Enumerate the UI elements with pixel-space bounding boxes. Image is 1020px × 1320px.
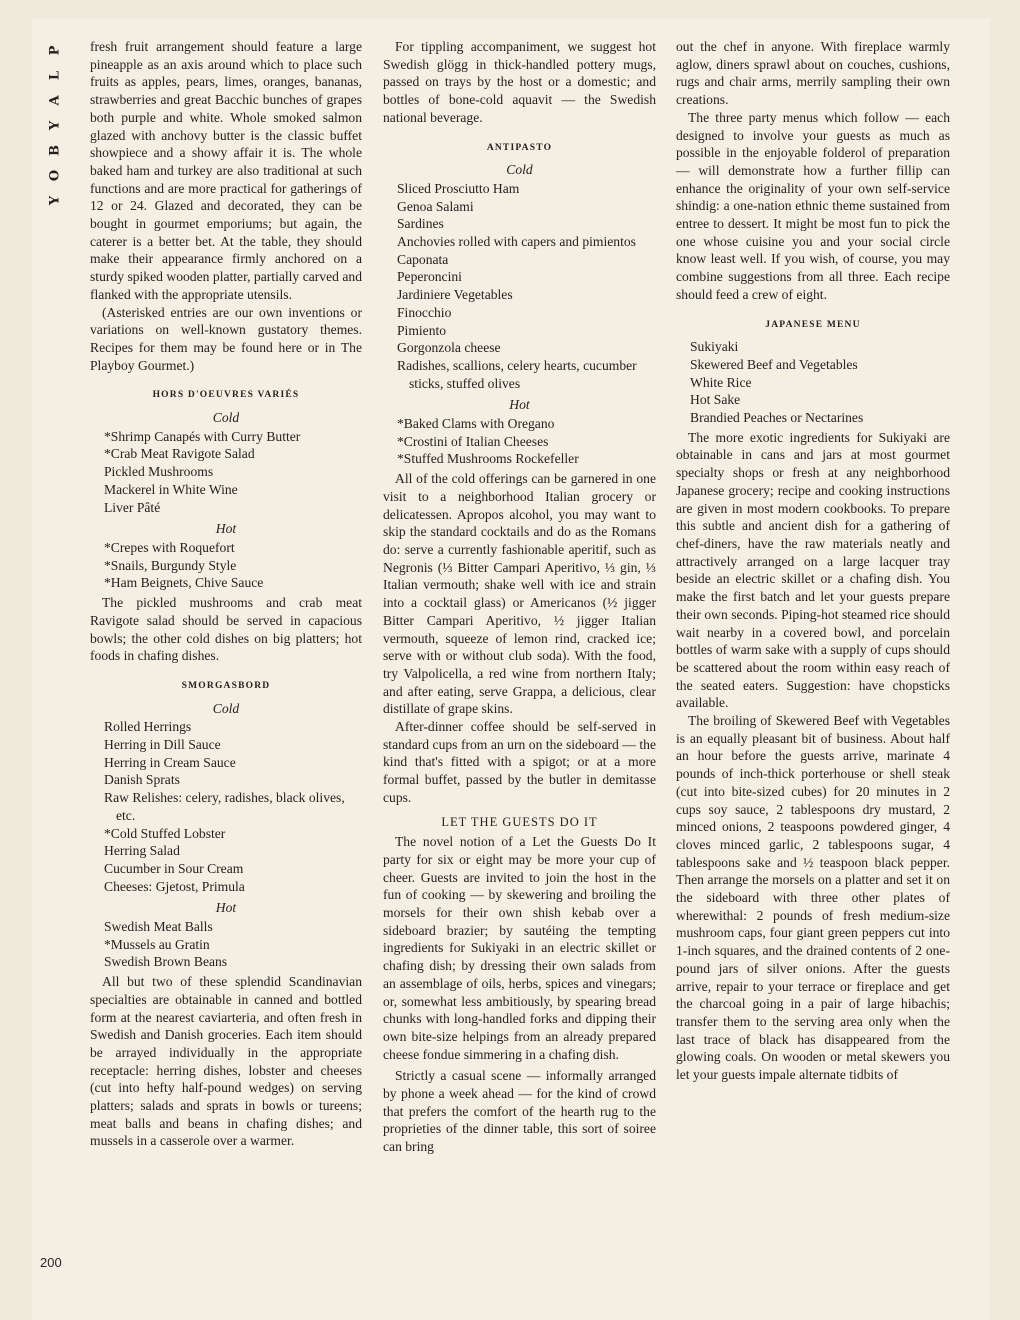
paragraph: The broiling of Skewered Beef with Vegetables is an equally pleasant bit of business. About half an hour before the guests arrive, marinate 4 pounds of inch-thick porterhouse or shell steak (cut into bite-sized cubes) for 20 minutes in 2 cups soy sauce, 2 tablespoons dry mustard, 2 minced onions, 2 teaspoons powdered ginger, 4 cloves minced garlic, 2 tablespoons sugar, 4 tablespoons sake and ½ teaspoon black pepper. Then arrange the morsels on a platter and set it on the sideboard with three other plates of wherewithal: 2 pounds of fresh medium-size mushroom caps, four giant green peppers cut into 1-inch squares, and the drained contents of 2 one-pound jars of silver onions. After the guests arrive, repair to your terrace or fireplace and get the charcoal going in a pair of large hibachis; transfer them to the serving area only when the last trace of black has disappeared from the glowing coals. On wooden or metal skewers you let your guests impale alternate tidbits of bbox=[676, 713, 950, 1083]
section-heading: LET THE GUESTS DO IT bbox=[441, 814, 598, 829]
menu-subheading: Cold bbox=[506, 162, 533, 178]
paragraph: fresh fruit arrangement should feature a large pineapple as an axis around which to place such fruits as apples, pears, limes, oranges, bananas, strawberries and great Bacchic bunches of grapes both purple and white. Whole smoked salmon glazed with anchovy butter is the classic buffet showpiece and a showy affair it is. The whole baked ham and turkey are also traditional at such functions and are more practical for gatherings of 12 or 24. Glazed and decorated, they can be bought in gourmet emporiums; but again, the caterer is a better bet. At the table, they should make their appearance firmly anchored on a sturdy spiked wooden platter, partially carved and flanked with the appropriate utensils. bbox=[90, 39, 362, 302]
menu-item: *Snails, Burgundy Style bbox=[104, 557, 237, 573]
masthead-letter: A bbox=[47, 95, 63, 106]
paragraph: The more exotic ingredients for Sukiyaki are obtainable in cans and jars at most gourmet specialty shops or fresh at any neighborhood Japanese grocery; recipe and cooking instructions are given in most modern cookbooks. To prepare this subtle and ancient dish for a gathering of chef-diners, have the raw materials neatly and attractively arranged on a large lacquer tray beside an electric skillet or a chafing dish. You make the first batch and let your guests prepare their own seconds. Piping-hot steamed rice should wait nearby in a covered bowl, and porcelain bottles of warm sake with a supply of cups should be scattered about the room within easy reach of the seated eaters. Suggestion: have chopsticks available. bbox=[676, 429, 950, 711]
masthead-letter: P bbox=[47, 45, 63, 56]
menu-item: *Ham Beignets, Chive Sauce bbox=[104, 575, 264, 591]
menu-item: *Cold Stuffed Lobster bbox=[104, 825, 226, 841]
menu-item: Swedish Meat Balls bbox=[104, 919, 213, 935]
menu-item: Peperoncini bbox=[397, 269, 462, 285]
column-2 bbox=[383, 38, 656, 1156]
menu-list-hors-hot bbox=[90, 539, 362, 592]
menu-list-hors-cold bbox=[90, 428, 362, 517]
menu-item: *Crab Meat Ravigote Salad bbox=[104, 446, 255, 462]
menu-list-anti-cold bbox=[383, 180, 656, 392]
paragraph: Strictly a casual scene — informally arranged by phone a week ahead — for the kind of crowd that prefers the comfort of the hearth rug to the proprieties of the dinner table, this sort of soiree can bring bbox=[383, 1068, 656, 1155]
paragraph: The novel notion of a Let the Guests Do It party for six or eight may be more your cup of cheer. Guests are invited to join the host in the fun of cooking — by skewering and broiling the morsels for their own shish kebab over a sideboard brazier; by sautéing the tempting ingredients for Sukiyaki in an electric skillet or chafing dish; by dressing their own salads from an assemblage of oils, herbs, spices and vinegars; or, somewhat less ambitiously, by spearing bread chunks with long-handled forks and dipping their own bite-size helpings from an already prepared cheese fondue simmering in a chafing dish. bbox=[383, 834, 656, 1062]
menu-item: Herring in Dill Sauce bbox=[104, 737, 221, 753]
menu-item: Herring in Cream Sauce bbox=[104, 754, 236, 770]
menu-item: Cucumber in Sour Cream bbox=[104, 860, 244, 876]
masthead-letter: L bbox=[47, 70, 63, 81]
menu-item: *Stuffed Mushrooms Rockefeller bbox=[397, 451, 579, 467]
menu-item: Hot Sake bbox=[690, 392, 741, 408]
menu-item: *Baked Clams with Oregano bbox=[397, 416, 555, 432]
menu-item: *Mussels au Gratin bbox=[104, 936, 210, 952]
paragraph: The pickled mushrooms and crab meat Ravigote salad should be served in capacious bowls; the other cold dishes on big platters; hot foods in chafing dishes. bbox=[90, 595, 362, 664]
menu-item: Danish Sprats bbox=[104, 772, 180, 788]
menu-item: Caponata bbox=[397, 251, 449, 267]
paragraph: For tippling accompaniment, we suggest hot Swedish glögg in thick-handled pottery mugs, passed on trays by the host or a domestic; and bottles of bone-cold aquavit — the Swedish national beverage. bbox=[383, 39, 656, 125]
menu-item: Pickled Mushrooms bbox=[104, 464, 214, 480]
menu-item: Liver Pâté bbox=[104, 499, 161, 515]
column-3 bbox=[676, 38, 950, 1084]
menu-item: Finocchio bbox=[397, 304, 452, 320]
menu-item: *Crepes with Roquefort bbox=[104, 539, 235, 555]
menu-item: Genoa Salami bbox=[397, 198, 474, 214]
masthead-letter: Y bbox=[47, 120, 63, 131]
paragraph: After-dinner coffee should be self-served in standard cups from an urn on the sideboard — the kind that's fitted with a spigot; or at a more formal buffet, passed by the butler in demitasse cups. bbox=[383, 719, 656, 805]
menu-subheading: Hot bbox=[215, 521, 237, 537]
masthead-letter: O bbox=[47, 169, 63, 182]
menu-list-japanese bbox=[676, 338, 950, 427]
menu-section-title: HORS D'OEUVRES VARIÉS bbox=[152, 390, 300, 401]
menu-item: Skewered Beef and Vegetables bbox=[690, 356, 858, 372]
paragraph: All but two of these splendid Scandinavian specialties are obtainable in canned and bottled form at the nearest caviarteria, and often fresh in Swedish and Danish groceries. Each item should be arrayed individually in the appropriate receptacle: herring dishes, lobster and cheeses (cut into hefty half-pound wedges) on serving platters; salads and sprats in bowls or tureens; meat balls and beans in chafing dishes; and mussels in a casserole over a warmer. bbox=[90, 974, 362, 1149]
menu-item: Pimiento bbox=[397, 322, 447, 338]
menu-item: Sliced Prosciutto Ham bbox=[397, 180, 520, 196]
masthead bbox=[44, 38, 66, 206]
menu-item: *Crostini of Italian Cheeses bbox=[397, 433, 549, 449]
menu-item: Swedish Brown Beans bbox=[104, 954, 228, 970]
menu-item: Gorgonzola cheese bbox=[397, 340, 501, 356]
menu-subheading: Hot bbox=[215, 900, 237, 916]
paragraph: out the chef in anyone. With fireplace warmly aglow, diners sprawl about on couches, cushions, rugs and chair arms, merrily sampling their own creations. bbox=[676, 39, 950, 108]
menu-section-title: ANTIPASTO bbox=[486, 142, 553, 153]
menu-item: *Shrimp Canapés with Curry Butter bbox=[104, 428, 301, 444]
menu-item: Mackerel in White Wine bbox=[104, 481, 238, 497]
menu-item: Rolled Herrings bbox=[104, 719, 192, 735]
menu-list-anti-hot bbox=[383, 415, 656, 468]
menu-item: Radishes, scallions, celery hearts, cucumber sticks, stuffed olives bbox=[397, 357, 637, 391]
menu-item: Sardines bbox=[397, 216, 444, 232]
paragraph: (Asterisked entries are our own inventions or variations on well-known gustatory themes. Recipes for them may be found here or in The Playboy Gourmet.) bbox=[90, 304, 362, 373]
menu-subheading: Cold bbox=[212, 410, 240, 426]
column-1 bbox=[90, 38, 362, 1150]
paragraph: The three party menus which follow — each designed to involve your guests as much as possible in the enjoyable folderol of preparation — will demonstrate how a further fillip can enhance the originality of your own self-service shindig: a one-nation ethnic theme sustained from entree to dessert. It might be most fun to pick the one whose cuisine you and your social circle know least well. If you wish, of course, you may combine suggestions from all three. Each recipe should feed a crew of eight. bbox=[676, 109, 950, 302]
menu-subheading: Cold bbox=[212, 700, 240, 716]
paragraph: All of the cold offerings can be garnered in one visit to a neighborhood Italian grocery or delicatessen. Apropos alcohol, you may want to skip the standard cocktails and do as the Romans do: serve a currently fashionable aperitif, such as Negronis (⅓ Bitter Campari Aperitivo, ⅓ gin, ⅓ Italian vermouth; shake well with ice and strain into a cocktail glass) or Americanos (½ jigger Bitter Campari Aperitivo, ½ jigger Italian vermouth, squeeze of lemon rind, cracked ice; serve with or without club soda). With the food, try Valpolicella, a red wine from northern Italy; and after eating, serve Grappa, a delicious, clear distillate of grape skins. bbox=[383, 471, 656, 717]
menu-item: Cheeses: Gjetost, Primula bbox=[104, 878, 245, 894]
page-number: 200 bbox=[40, 1255, 62, 1270]
menu-subheading: Hot bbox=[509, 397, 530, 413]
menu-section-title: SMORGASBORD bbox=[181, 680, 271, 691]
menu-section-title: JAPANESE MENU bbox=[765, 319, 861, 330]
menu-item: Raw Relishes: celery, radishes, black olives, etc. bbox=[104, 790, 345, 823]
menu-item: Jardiniere Vegetables bbox=[397, 287, 513, 303]
menu-item: Herring Salad bbox=[104, 843, 180, 859]
menu-item: Brandied Peaches or Nectarines bbox=[690, 410, 864, 426]
menu-item: White Rice bbox=[690, 374, 752, 390]
masthead-letter: B bbox=[47, 145, 63, 156]
menu-item: Sukiyaki bbox=[690, 339, 739, 355]
menu-list-smorg-cold bbox=[90, 718, 362, 895]
menu-list-smorg-hot bbox=[90, 918, 362, 971]
menu-item: Anchovies rolled with capers and pimientos bbox=[397, 234, 636, 250]
masthead-letter: Y bbox=[47, 195, 63, 206]
